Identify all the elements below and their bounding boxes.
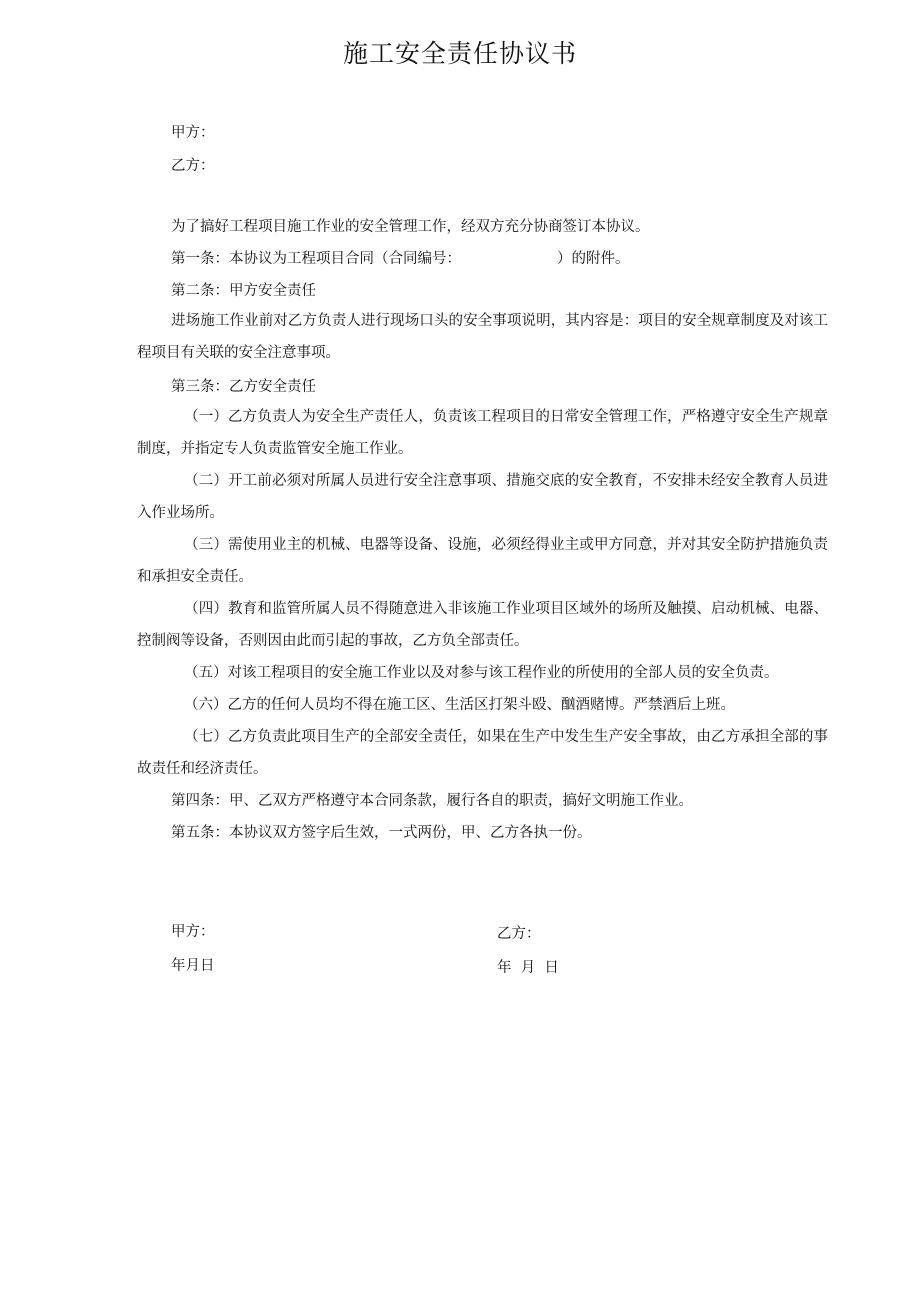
party-a-label: 甲方： xyxy=(171,125,215,141)
article-4: 第四条：甲、乙双方严格遵守本合同条款，履行各自的职责，搞好文明施工作业。 xyxy=(171,793,693,809)
article-3-heading: 第三条：乙方安全责任 xyxy=(171,379,316,395)
signature-party-b-date: 年 月 日 xyxy=(497,960,559,976)
article-3-item-1: （一）乙方负责人为安全生产责任人，负责该工程项目的日常安全管理工作，严格遵守安全生产规章制度，并指定专人负责监管安全施工作业。 xyxy=(137,409,828,457)
intro-paragraph: 为了搞好工程项目施工作业的安全管理工作，经双方充分协商签订本协议。 xyxy=(171,219,650,235)
article-1-text: 第一条：本协议为工程项目合同（合同编号： xyxy=(171,251,461,267)
article-3-item-3: （三）需使用业主的机械、电器等设备、设施，必须经得业主或甲方同意，并对其安全防护措施负责和承担安全责任。 xyxy=(137,537,828,585)
article-2-text: 进场施工作业前对乙方负责人进行现场口头的安全事项说明，其内容是：项目的安全规章制度及对该工程项目有关联的安全注意事项。 xyxy=(137,313,828,361)
article-3-item-4: （四）教育和监管所属人员不得随意进入非该施工作业项目区域外的场所及触摸、启动机械、电器、控制阀等设备，否则因由此而引起的事故，乙方负全部责任。 xyxy=(137,601,828,649)
signature-party-a-date: 年月日 xyxy=(171,958,215,974)
article-3-item-2: （二）开工前必须对所属人员进行安全注意事项、措施交底的安全教育，不安排未经安全教育人员进入作业场所。 xyxy=(137,473,828,521)
article-3-item-6: （六）乙方的任何人员均不得在施工区、生活区打架斗殴、酗酒赌博。严禁酒后上班。 xyxy=(184,697,735,713)
signature-party-b-label: 乙方： xyxy=(497,926,541,942)
article-3-item-7: （七）乙方负责此项目生产的全部安全责任，如果在生产中发生生产安全事故，由乙方承担全部的事故责任和经济责任。 xyxy=(137,729,828,777)
article-2-heading: 第二条：甲方安全责任 xyxy=(171,283,316,299)
article-5: 第五条：本协议双方签字后生效，一式两份，甲、乙方各执一份。 xyxy=(171,825,592,841)
article-1-suffix: ）的附件。 xyxy=(557,251,630,267)
party-b-label: 乙方： xyxy=(171,158,215,174)
document-title: 施工安全责任协议书 xyxy=(342,39,577,68)
article-1 xyxy=(171,247,630,268)
article-3-item-5: （五）对该工程项目的安全施工作业以及对参与该工程作业的所使用的全部人员的安全负责。 xyxy=(184,665,779,681)
signature-party-a-label: 甲方： xyxy=(171,924,215,940)
